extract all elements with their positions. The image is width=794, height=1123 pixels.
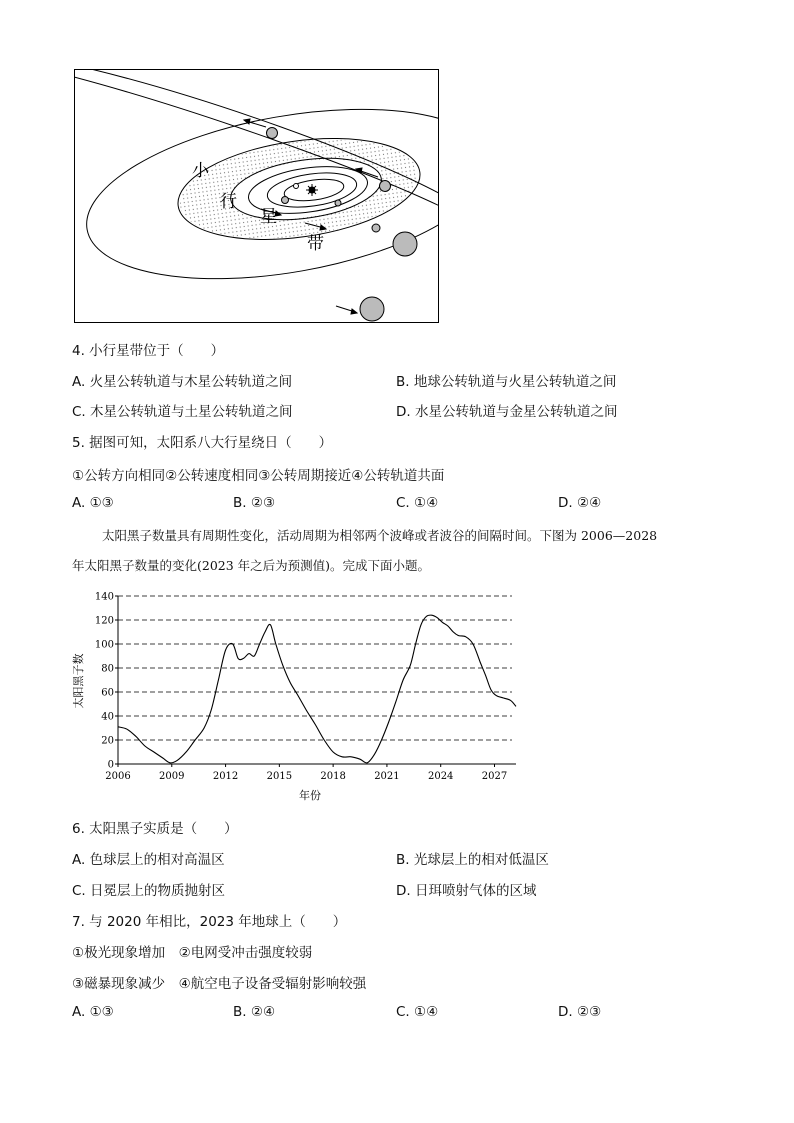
solar-system-orbit-diagram [74,69,439,323]
chart-x-tick-label: 2024 [427,771,454,782]
belt-label-char: 行 [220,192,237,212]
chart-x-tick-label: 2027 [481,771,508,782]
chart-y-tick-label: 80 [101,663,114,675]
chart-y-tick-label: 140 [94,591,114,603]
chart-x-tick-label: 2012 [212,771,239,782]
question-5-option-c[interactable]: C. ①④ [396,495,439,511]
question-7-option-d[interactable]: D. ②③ [558,1004,602,1020]
saturn-planet [360,297,384,321]
question-7-option-c[interactable]: C. ①④ [396,1004,439,1020]
question-5-option-a[interactable]: A. ①③ [72,495,114,511]
question-7-stem: 7. 与 2020 年相比，2023 年地球上（ ） [72,914,347,930]
chart-x-tick-label: 2021 [374,771,400,782]
question-7-option-a[interactable]: A. ①③ [72,1004,114,1020]
question-7-option-b[interactable]: B. ②④ [233,1004,276,1020]
passage-line-1: 太阳黑子数量具有周期性变化，活动周期为相邻两个波峰或者波谷的间隔时间。下图为 2006—2028 [102,528,658,543]
chart-x-axis-label: 年份 [299,789,321,802]
belt-label-char: 带 [307,234,324,254]
question-6-option-d[interactable]: D. 日珥喷射气体的区域 [396,883,537,899]
mercury-planet [294,184,299,189]
question-7-statement-2: ③磁暴现象减少 ④航空电子设备受辐射影响较强 [72,976,367,992]
question-6-option-b[interactable]: B. 光球层上的相对低温区 [396,852,549,868]
chart-x-tick-label: 2015 [266,771,293,782]
question-4-option-a[interactable]: A. 火星公转轨道与木星公转轨道之间 [72,374,293,390]
question-5-statement: ①公转方向相同②公转速度相同③公转周期接近④公转轨道共面 [72,468,445,484]
question-5-stem: 5. 据图可知，太阳系八大行星绕日（ ） [72,435,333,451]
question-4-stem: 4. 小行星带位于（ ） [72,343,225,359]
sunspot-series-line [118,615,516,763]
chart-y-tick-label: 20 [101,735,114,747]
earth-planet [282,197,289,204]
sunspot-number-chart [68,586,518,806]
question-7-statement-1: ①极光现象增加 ②电网受冲击强度较弱 [72,945,313,961]
venus-planet [335,200,341,206]
question-6-stem: 6. 太阳黑子实质是（ ） [72,821,238,837]
belt-label-char: 小 [192,161,209,181]
passage-line-2: 年太阳黑子数量的变化(2023 年之后为预测值)。完成下面小题。 [72,558,431,573]
question-6-option-c[interactable]: C. 日冕层上的物质抛射区 [72,883,226,899]
question-6-option-a[interactable]: A. 色球层上的相对高温区 [72,852,225,868]
chart-y-tick-label: 40 [101,711,114,723]
belt-label-char: 星 [260,207,277,227]
chart-x-tick-label: 2009 [159,771,185,782]
question-5-option-b[interactable]: B. ②③ [233,495,276,511]
chart-y-tick-label: 100 [94,639,114,651]
chart-y-tick-label: 120 [94,615,114,627]
question-4-option-b[interactable]: B. 地球公转轨道与火星公转轨道之间 [396,374,617,390]
chart-y-tick-label: 0 [107,759,114,771]
mars-planet [372,224,380,232]
question-4-option-c[interactable]: C. 木星公转轨道与土星公转轨道之间 [72,404,293,420]
chart-x-tick-label: 2018 [320,771,346,782]
neptune-planet [267,128,278,139]
question-5-option-d[interactable]: D. ②④ [558,495,602,511]
uranus-planet [380,181,391,192]
chart-y-tick-label: 60 [101,687,114,699]
chart-x-tick-label: 2006 [105,771,131,782]
chart-y-axis-label: 太阳黑子数 [72,653,85,709]
jupiter-planet [393,232,417,256]
question-4-option-d[interactable]: D. 水星公转轨道与金星公转轨道之间 [396,404,618,420]
